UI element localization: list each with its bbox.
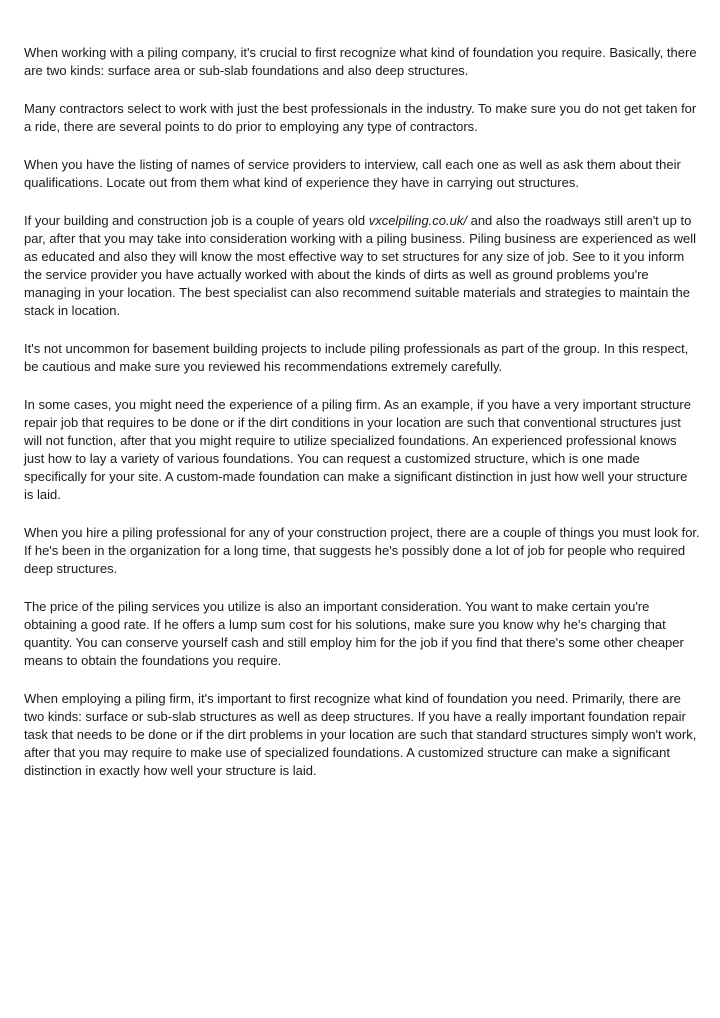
article-body [24,44,700,800]
paragraph-4-text-before: If your building and construction job is a couple of years old [24,213,369,228]
paragraph-5: It's not uncommon for basement building projects to include piling professionals as part of the group. In this respect, be cautious and make sure you reviewed his recommendations extremely carefully. [24,341,689,374]
paragraph-4-text-after: and also the roadways still aren't up to par, after that you may take into consideration working with a piling business. Piling business are experienced as well as educated and also they will know the most effective way to set structures for any size of job. See to it you inform the service provider you have actually worked with about the kinds of dirts as well as ground problems you're managing in your location. The best specialist can also recommend suitable materials and strategies to maintain the stack in location. [24,213,697,318]
vxcelpiling-link[interactable]: vxcelpiling.co.uk/ [368,213,467,228]
paragraph-8: The price of the piling services you utilize is also an important consideration. You want to make certain you're obtaining a good rate. If he offers a lump sum cost for his solutions, make sure you know why he's charging that quantity. You can conserve yourself cash and still employ him for the job if you find that there's some other cheaper means to obtain the foundations you require. [24,599,684,668]
paragraph-1: When working with a piling company, it's crucial to first recognize what kind of foundation you require. Basically, there are two kinds: surface area or sub-slab foundations and also deep structures. [24,45,697,78]
paragraph-3: When you have the listing of names of service providers to interview, call each one as well as ask them about their qualifications. Locate out from them what kind of experience they have in carrying out structures. [24,157,681,190]
paragraph-4 [24,212,700,320]
paragraph-2: Many contractors select to work with just the best professionals in the industry. To make sure you do not get taken for a ride, there are several points to do prior to employing any type of contractors. [24,101,697,134]
paragraph-9: When employing a piling firm, it's important to first recognize what kind of foundation you need. Primarily, there are two kinds: surface or sub-slab structures as well as deep structures. If you have a really important foundation repair task that needs to be done or if the dirt problems in your location are such that standard structures simply won't work, after that you may require to make use of specialized foundations. A customized structure can make a significant distinction in exactly how well your structure is laid. [24,691,697,778]
paragraph-6: In some cases, you might need the experience of a piling firm. As an example, if you have a very important structure repair job that requires to be done or if the dirt conditions in your location are such that conventional structures just will not function, after that you might require to utilize specialized foundations. An experienced professional knows just how to lay a variety of various foundations. You can request a customized structure, which is one made specifically for your site. A custom-made foundation can make a significant distinction in just how well your structure is laid. [24,397,691,502]
paragraph-7: When you hire a piling professional for any of your construction project, there are a couple of things you must look for. If he's been in the organization for a long time, that suggests he's possibly done a lot of job for people who required deep structures. [24,525,700,576]
